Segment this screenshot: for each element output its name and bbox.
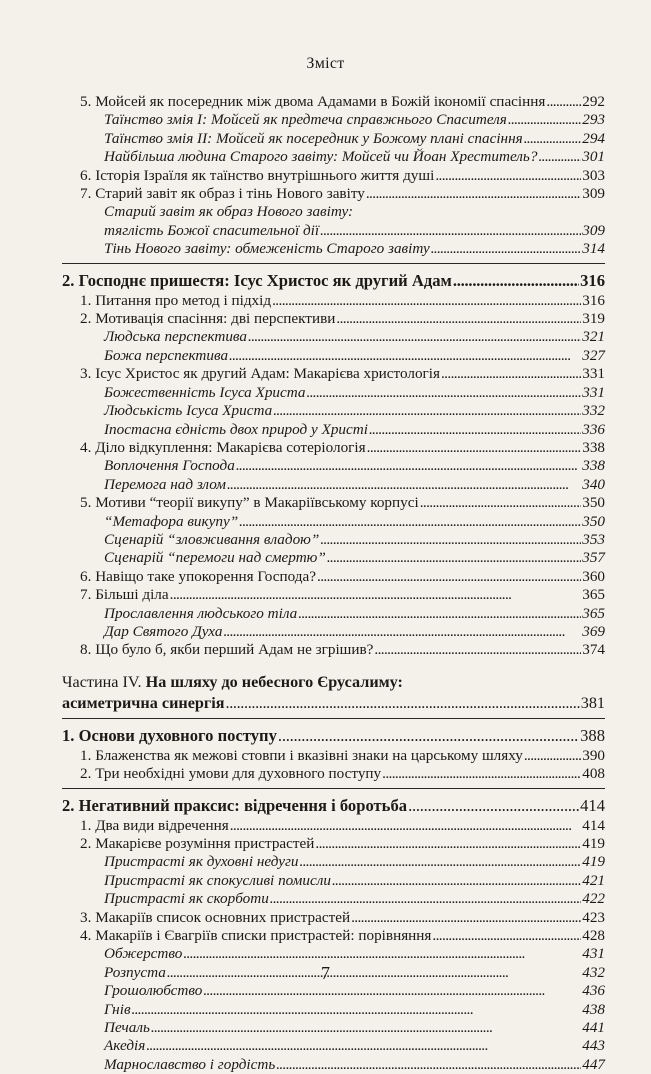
toc-entry: Пристрасті як духовні недуги . . . 419 bbox=[62, 853, 605, 871]
toc-page-number: 369 bbox=[582, 622, 605, 640]
toc-page-number: 303 bbox=[582, 166, 605, 184]
toc-page-number: 309 bbox=[582, 185, 605, 203]
toc-entry: 8. Що було б, якби перший Адам не згрішив? . . . 374 bbox=[62, 641, 605, 659]
toc-page-number: 441 bbox=[582, 1019, 605, 1037]
toc-entry: Сценарій “перемоги над смертю” . . . 357 bbox=[62, 549, 605, 567]
toc-page-number: 294 bbox=[582, 129, 605, 147]
toc-page-number: 336 bbox=[582, 420, 605, 438]
toc-page-number: 436 bbox=[582, 982, 605, 1000]
toc-page-number: 338 bbox=[582, 438, 605, 456]
toc-page-number: 360 bbox=[582, 567, 605, 585]
toc-entry: 3. Макаріїв список основних пристрастей . . . 423 bbox=[62, 909, 605, 927]
toc-page-number: 338 bbox=[582, 457, 605, 475]
toc-entry: Дар Святого Духа . . . 369 bbox=[62, 623, 605, 641]
toc-entry: Печаль . . . 441 bbox=[62, 1019, 605, 1037]
toc-entry: Розпуста . . . 432 bbox=[62, 964, 605, 982]
toc-entry: 2. Три необхідні умови для духовного поступу . . . 408 bbox=[62, 765, 605, 783]
toc-entry: Людська перспектива . . . 321 bbox=[62, 328, 605, 346]
toc-page-number: 414 bbox=[582, 816, 605, 834]
toc-entry: Пристрасті як спокусливі помисли . . . 421 bbox=[62, 872, 605, 890]
toc-entry: Божественність Ісуса Христа . . . 331 bbox=[62, 384, 605, 402]
toc-page-number: 421 bbox=[582, 871, 605, 889]
toc-entry: 5. Мойсей як посередник між двома Адамами в Божій ікономії спасіння . . . 292 bbox=[62, 93, 605, 111]
toc-entry: 7. Більші діла . . . 365 bbox=[62, 586, 605, 604]
toc-page-number: 316 bbox=[582, 291, 605, 309]
toc-entry: Старий завіт як образ Нового завіту: bbox=[104, 203, 354, 221]
toc-entry: Акедія . . . 443 bbox=[62, 1037, 605, 1055]
toc-entry: Таїнство змія І: Мойсей як предтеча справжнього Спасителя . . . 293 bbox=[62, 111, 605, 129]
toc-entry: Гнів . . . 438 bbox=[62, 1001, 605, 1019]
toc-page-number: 419 bbox=[582, 835, 605, 852]
toc-entry: Іпостасна єдність двох природ у Христі . . . 336 bbox=[62, 421, 605, 439]
toc-entry: 1. Два види відречення . . . 414 bbox=[62, 817, 605, 835]
toc-entry: Пристрасті як скорботи . . . 422 bbox=[62, 890, 605, 908]
toc-page-number: 438 bbox=[582, 1000, 605, 1018]
toc-entry: Обжерство . . . 431 bbox=[62, 945, 605, 963]
toc-page-number: 353 bbox=[582, 530, 605, 548]
toc-entry: 1. Питання про метод і підхід . . . 316 bbox=[62, 292, 605, 310]
toc-entry: тяглість Божої спасительної дії . . . 309 bbox=[62, 222, 605, 240]
toc-entry: 6. Історія Ізраїля як таїнство внутрішнього життя душі . . . 303 bbox=[62, 167, 605, 185]
toc-entry: 7. Старий завіт як образ і тінь Нового завіту . . . 309 bbox=[62, 185, 605, 203]
toc-entry: Перемога над злом . . . 340 bbox=[62, 476, 605, 494]
running-header: Зміст bbox=[306, 55, 345, 72]
page-number: 7 bbox=[321, 963, 330, 983]
part-label: Частина IV. bbox=[62, 672, 142, 691]
toc-page-number: 381 bbox=[580, 693, 605, 712]
toc-page-number: 309 bbox=[582, 221, 605, 239]
toc-page-number: 321 bbox=[582, 328, 605, 346]
toc-entry: 4. Макаріїв і Євагріїв списки пристрастей: порівняння . . . 428 bbox=[62, 927, 605, 945]
toc-entry: Прославлення людського тіла . . . 365 bbox=[62, 605, 605, 623]
toc-page-number: 357 bbox=[582, 549, 605, 567]
toc-entry: Людськість Ісуса Христа . . . 332 bbox=[62, 402, 605, 420]
section-divider bbox=[62, 263, 605, 264]
toc-page-number: 314 bbox=[582, 240, 605, 258]
toc-page-number: 365 bbox=[582, 604, 605, 622]
toc-entry: Таїнство змія ІІ: Мойсей як посередник у Божому плані спасіння . . . 294 bbox=[62, 130, 605, 148]
toc-entry: Божа перспектива . . . 327 bbox=[62, 347, 605, 365]
toc-entry: Найбільша людина Старого завіту: Мойсей чи Йоан Хреститель? . . . 301 bbox=[62, 148, 605, 166]
toc-entry: Сценарій “зловживання владою” . . . 353 bbox=[62, 531, 605, 549]
toc-page-number: 331 bbox=[582, 383, 605, 401]
toc-entry: 3. Ісус Христос як другий Адам: Макарієва христологія . . . 331 bbox=[62, 365, 605, 383]
toc-page-number: 422 bbox=[582, 890, 605, 908]
toc-section-heading: 2. Господнє пришестя: Ісус Христос як другий Адам . . . 316 bbox=[62, 270, 605, 292]
toc-page-number: 447 bbox=[582, 1055, 605, 1073]
toc-entry: 2. Макарієве розуміння пристрастей . . . 419 bbox=[62, 835, 605, 853]
toc-page-number: 327 bbox=[582, 346, 605, 364]
toc-entry: Грошолюбство . . . 436 bbox=[62, 982, 605, 1000]
toc-page-number: 365 bbox=[582, 586, 605, 604]
toc-entry: 5. Мотиви “теорії викупу” в Макаріївському корпусі . . . 350 bbox=[62, 494, 605, 512]
toc-page-number: 316 bbox=[580, 270, 605, 290]
toc-entry: “Метафора викупу” . . . 350 bbox=[62, 513, 605, 531]
toc-page-number: 350 bbox=[582, 494, 605, 512]
toc-page-number: 428 bbox=[582, 927, 605, 945]
toc-page-number: 331 bbox=[582, 365, 605, 383]
toc-page-number: 301 bbox=[582, 148, 605, 166]
toc-entry: Воплочення Господа . . . 338 bbox=[62, 457, 605, 475]
toc-part-heading: асиметрична синергія . . . 381 bbox=[62, 693, 605, 714]
toc-page-number: 319 bbox=[582, 310, 605, 328]
section-divider bbox=[62, 718, 605, 719]
toc-page-number: 388 bbox=[580, 725, 605, 745]
toc-page-number: 423 bbox=[582, 908, 605, 926]
toc-page-number: 419 bbox=[582, 853, 605, 871]
toc-page-number: 408 bbox=[582, 765, 605, 783]
toc-entry: 4. Діло відкуплення: Макарієва сотеріологія . . . 338 bbox=[62, 439, 605, 457]
toc-page-number: 432 bbox=[582, 963, 605, 981]
toc-entry: Тінь Нового завіту: обмеженість Старого завіту . . . 314 bbox=[62, 240, 605, 258]
toc-page-number: 374 bbox=[582, 641, 605, 659]
toc-page-number: 332 bbox=[582, 402, 605, 420]
toc-section-heading: 1. Основи духовного поступу . . . 388 bbox=[62, 725, 605, 747]
toc-entry: Марнославство і гордість . . . 447 bbox=[62, 1056, 605, 1074]
toc-section-heading: 2. Негативний праксис: відречення і боротьба . . . 414 bbox=[62, 795, 605, 817]
toc-page-number: 293 bbox=[582, 111, 605, 129]
toc-entry: 6. Навіщо таке упокорення Господа? . . . 360 bbox=[62, 568, 605, 586]
toc-entry: 2. Мотивація спасіння: дві перспективи . . . 319 bbox=[62, 310, 605, 328]
toc-page-number: 443 bbox=[582, 1037, 605, 1055]
toc-page-number: 390 bbox=[582, 746, 605, 764]
toc-part-heading bbox=[62, 672, 605, 693]
part-title: На шляху до небесного Єрусалиму: bbox=[145, 672, 403, 691]
toc-page-number: 414 bbox=[580, 795, 605, 815]
toc-page-number: 350 bbox=[582, 512, 605, 530]
section-divider bbox=[62, 788, 605, 789]
toc-page-number: 340 bbox=[582, 475, 605, 493]
toc-entry: 1. Блаженства як межові стовпи і вказівні знаки на царському шляху . . . 390 bbox=[62, 747, 605, 765]
table-of-contents bbox=[62, 93, 605, 1074]
toc-page-number: 292 bbox=[582, 93, 605, 110]
toc-page-number: 431 bbox=[582, 945, 605, 963]
